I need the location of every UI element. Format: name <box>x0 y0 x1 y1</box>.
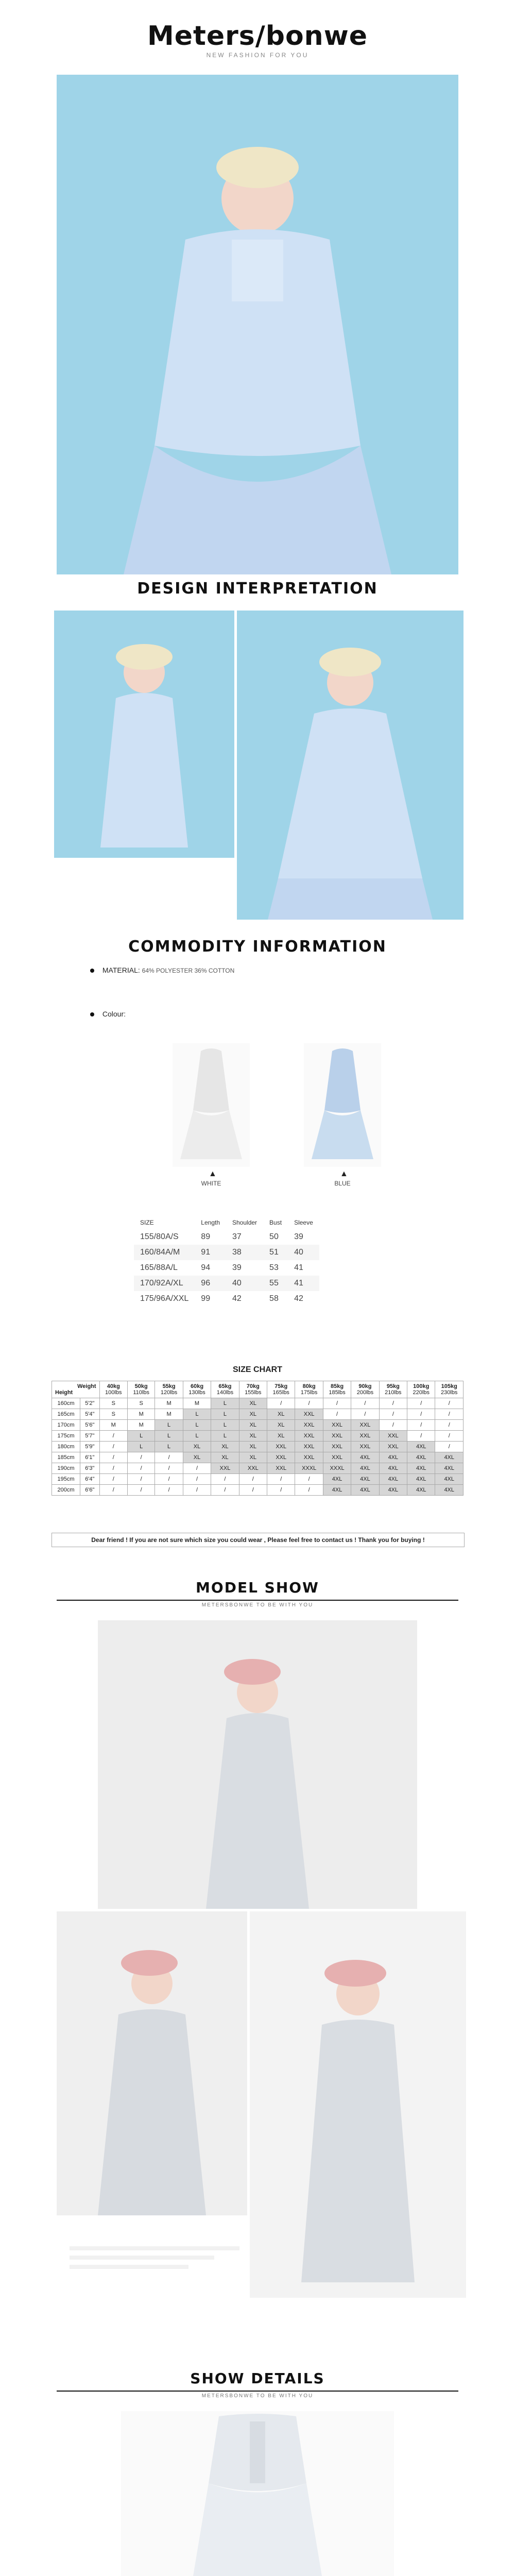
size-table-header: Bust <box>269 1219 282 1226</box>
size-chart-cell: S <box>99 1398 127 1409</box>
size-chart-cell: XL <box>239 1452 267 1463</box>
size-chart-cell: 5'2" <box>80 1398 99 1409</box>
size-chart-cell: 4XL <box>407 1463 435 1474</box>
size-chart-cell: / <box>155 1452 183 1463</box>
size-chart-cell: 180cm <box>52 1442 80 1452</box>
size-chart-cell: 4XL <box>323 1474 351 1485</box>
size-chart-cell: S <box>99 1409 127 1420</box>
size-chart-cell: / <box>183 1463 211 1474</box>
size-chart-cell: XXL <box>351 1420 379 1431</box>
size-chart-cell: / <box>239 1485 267 1496</box>
size-chart-cell: 5'4" <box>80 1409 99 1420</box>
size-chart-cell: 6'6" <box>80 1485 99 1496</box>
size-chart-cell: XXL <box>295 1431 323 1442</box>
size-chart-cell: XL <box>239 1431 267 1442</box>
divider <box>57 2391 458 2392</box>
size-chart-cell: 195cm <box>52 1474 80 1485</box>
size-chart-title: SIZE CHART <box>233 1365 282 1374</box>
size-chart-cell: XXL <box>295 1452 323 1463</box>
bullet-icon <box>90 1012 94 1016</box>
color-label-blue: BLUE <box>334 1180 351 1187</box>
weight-height-corner: Weight Height <box>52 1381 100 1398</box>
size-chart-cell: / <box>379 1398 407 1409</box>
size-chart-cell: 200cm <box>52 1485 80 1496</box>
size-chart-cell: L <box>211 1431 239 1442</box>
size-chart-cell: XL <box>267 1420 295 1431</box>
size-chart-cell: 4XL <box>351 1474 379 1485</box>
size-chart-cell: / <box>267 1474 295 1485</box>
size-chart-cell: 4XL <box>379 1452 407 1463</box>
colour-row <box>90 1010 126 1018</box>
size-chart-cell: XXL <box>323 1442 351 1452</box>
size-chart-cell: / <box>267 1485 295 1496</box>
size-chart-cell: / <box>351 1398 379 1409</box>
weight-header: 80kg 175lbs <box>295 1381 323 1398</box>
triangle-icon: ▲ <box>340 1170 348 1178</box>
size-chart-cell: 6'4" <box>80 1474 99 1485</box>
size-chart-cell: / <box>407 1409 435 1420</box>
model-figure-icon <box>250 1911 466 2298</box>
dress-detail-icon <box>121 2411 394 2576</box>
size-chart-cell: M <box>155 1398 183 1409</box>
size-chart-cell: / <box>295 1485 323 1496</box>
size-table-header: Length <box>201 1219 220 1226</box>
size-chart-cell: XXL <box>295 1409 323 1420</box>
size-chart-row <box>52 1398 464 1409</box>
weight-header: 70kg 155lbs <box>239 1381 267 1398</box>
size-chart-cell: XXL <box>267 1452 295 1463</box>
size-chart-cell: XXL <box>351 1442 379 1452</box>
size-chart-cell: / <box>323 1409 351 1420</box>
size-chart-footer: Dear friend ! If you are not sure which size you could wear , Please feel free to contact us ! Thank you for buying ! <box>52 1533 465 1547</box>
size-table-header: SIZE <box>140 1219 154 1226</box>
weight-header: 90kg 200lbs <box>351 1381 379 1398</box>
size-chart-cell: M <box>183 1398 211 1409</box>
brand-tagline: NEW FASHION FOR YOU <box>206 52 309 59</box>
size-chart-cell: / <box>99 1442 127 1452</box>
size-chart-cell: 4XL <box>351 1485 379 1496</box>
size-chart-cell: 4XL <box>435 1452 464 1463</box>
section-title-model-show: MODEL SHOW <box>196 1579 319 1596</box>
size-chart-row <box>52 1474 464 1485</box>
faint-text-block <box>70 2246 239 2269</box>
size-chart-cell: / <box>127 1452 154 1463</box>
size-chart-cell: / <box>211 1474 239 1485</box>
size-chart-cell: / <box>407 1431 435 1442</box>
size-chart-cell: XXL <box>267 1442 295 1452</box>
size-chart-row <box>52 1442 464 1452</box>
size-table <box>134 1216 319 1307</box>
size-chart-cell: / <box>155 1485 183 1496</box>
size-chart-cell: 4XL <box>407 1452 435 1463</box>
size-chart-cell: XXL <box>323 1420 351 1431</box>
size-chart-cell: / <box>183 1474 211 1485</box>
size-chart-cell: XL <box>211 1442 239 1452</box>
size-chart-cell: 4XL <box>379 1485 407 1496</box>
size-chart-cell: 4XL <box>323 1485 351 1496</box>
table-row: 165/88A/L 94 39 53 41 <box>140 1263 303 1272</box>
size-chart-cell: / <box>435 1420 464 1431</box>
size-chart-cell: / <box>435 1431 464 1442</box>
color-swatch-white[interactable] <box>173 1043 250 1167</box>
size-chart-cell: / <box>99 1485 127 1496</box>
size-chart-cell: 6'3" <box>80 1463 99 1474</box>
size-chart-cell: / <box>407 1398 435 1409</box>
size-chart-cell: 4XL <box>435 1474 464 1485</box>
colour-label: Colour: <box>102 1010 126 1018</box>
size-chart-row <box>52 1409 464 1420</box>
table-row: 160/84A/M 91 38 51 40 <box>134 1245 319 1260</box>
size-chart-cell: 4XL <box>351 1452 379 1463</box>
size-chart-cell: XXL <box>351 1431 379 1442</box>
size-chart-cell: 4XL <box>435 1463 464 1474</box>
size-chart-cell: / <box>351 1409 379 1420</box>
weight-header: 60kg 130lbs <box>183 1381 211 1398</box>
design-image-right <box>237 611 464 920</box>
size-chart-row <box>52 1463 464 1474</box>
size-chart-cell: L <box>183 1431 211 1442</box>
size-chart-cell: L <box>155 1442 183 1452</box>
weight-header: 75kg 165lbs <box>267 1381 295 1398</box>
size-chart-cell: XL <box>267 1409 295 1420</box>
size-chart-cell: 6'1" <box>80 1452 99 1463</box>
weight-header: 105kg 230lbs <box>435 1381 464 1398</box>
weight-header: 100kg 220lbs <box>407 1381 435 1398</box>
divider <box>57 1600 458 1601</box>
weight-header: 55kg 120lbs <box>155 1381 183 1398</box>
design-image-left <box>54 611 234 858</box>
size-chart-cell: / <box>267 1398 295 1409</box>
section-title-commodity: COMMODITY INFORMATION <box>128 938 387 956</box>
size-chart-cell: 5'6" <box>80 1420 99 1431</box>
size-chart-row <box>52 1431 464 1442</box>
size-chart-cell: M <box>127 1420 154 1431</box>
model-figure-icon <box>57 75 458 574</box>
model-figure-icon <box>54 611 234 858</box>
size-chart-cell: / <box>239 1474 267 1485</box>
hero-image <box>57 75 458 574</box>
dress-blue-icon <box>304 1043 381 1167</box>
size-chart-cell: / <box>155 1474 183 1485</box>
model-figure-icon <box>98 1620 417 1909</box>
size-chart-cell: / <box>99 1431 127 1442</box>
material-value: 64% POLYESTER 36% COTTON <box>142 967 235 974</box>
details-image <box>121 2411 394 2576</box>
size-chart-cell: / <box>379 1409 407 1420</box>
size-chart-cell: XXL <box>323 1431 351 1442</box>
model-figure-icon <box>237 611 464 920</box>
size-chart-cell: / <box>435 1442 464 1452</box>
size-chart-cell: XL <box>211 1452 239 1463</box>
size-chart-row <box>52 1420 464 1431</box>
size-chart-cell: L <box>155 1431 183 1442</box>
size-chart-cell: / <box>435 1409 464 1420</box>
size-chart-cell: 4XL <box>379 1463 407 1474</box>
size-chart-cell: XXL <box>211 1463 239 1474</box>
size-chart-cell: XXL <box>295 1420 323 1431</box>
color-label-white: WHITE <box>201 1180 221 1187</box>
size-chart-cell: XXL <box>323 1452 351 1463</box>
weight-header: 50kg 110lbs <box>127 1381 154 1398</box>
section-subtitle-details: METERSBONWE TO BE WITH YOU <box>201 2393 314 2399</box>
size-chart-cell: L <box>211 1409 239 1420</box>
section-subtitle-model: METERSBONWE TO BE WITH YOU <box>201 1602 314 1608</box>
size-chart-cell: L <box>183 1420 211 1431</box>
weight-header: 65kg 140lbs <box>211 1381 239 1398</box>
size-chart-cell: / <box>379 1420 407 1431</box>
size-chart-cell: S <box>127 1398 154 1409</box>
size-chart-cell: XL <box>267 1431 295 1442</box>
size-chart-cell: XL <box>239 1420 267 1431</box>
size-chart-cell: / <box>295 1398 323 1409</box>
size-chart-cell: / <box>99 1463 127 1474</box>
table-row: 175/96A/XXL 99 42 58 42 <box>140 1294 303 1303</box>
table-row: 170/92A/XL 96 40 55 41 <box>134 1276 319 1291</box>
size-chart-cell: XXL <box>295 1442 323 1452</box>
size-chart-cell: 170cm <box>52 1420 80 1431</box>
size-chart-cell: XXL <box>379 1431 407 1442</box>
size-chart-cell: / <box>295 1474 323 1485</box>
size-chart-cell: / <box>435 1398 464 1409</box>
size-chart-cell: 160cm <box>52 1398 80 1409</box>
size-chart-cell: 4XL <box>407 1474 435 1485</box>
size-chart-row <box>52 1452 464 1463</box>
weight-header: 95kg 210lbs <box>379 1381 407 1398</box>
model-image-3 <box>250 1911 466 2298</box>
size-chart-cell: 4XL <box>407 1442 435 1452</box>
size-chart-cell: M <box>155 1409 183 1420</box>
size-chart-cell: L <box>155 1420 183 1431</box>
size-chart-cell: 175cm <box>52 1431 80 1442</box>
section-title-design: DESIGN INTERPRETATION <box>137 580 378 598</box>
weight-header: 85kg 185lbs <box>323 1381 351 1398</box>
size-chart-cell: XXL <box>267 1463 295 1474</box>
size-chart-cell: 4XL <box>379 1474 407 1485</box>
size-chart-cell: / <box>323 1398 351 1409</box>
size-chart-cell: XXXL <box>323 1463 351 1474</box>
model-image-2 <box>57 1911 247 2215</box>
bullet-icon <box>90 969 94 973</box>
brand-logo: Meters/bonwe <box>147 21 368 52</box>
size-chart-cell: 4XL <box>351 1463 379 1474</box>
size-table-header: Shoulder <box>232 1219 258 1226</box>
size-chart-cell: / <box>407 1420 435 1431</box>
size-chart-cell: XL <box>239 1398 267 1409</box>
size-chart-cell: L <box>183 1409 211 1420</box>
size-chart-cell: 190cm <box>52 1463 80 1474</box>
triangle-icon: ▲ <box>209 1170 217 1178</box>
size-chart-cell: / <box>211 1485 239 1496</box>
size-chart-cell: XXL <box>239 1463 267 1474</box>
size-chart-cell: 4XL <box>407 1485 435 1496</box>
size-chart-cell: / <box>127 1463 154 1474</box>
size-chart-table <box>52 1381 464 1496</box>
size-chart-cell: 165cm <box>52 1409 80 1420</box>
size-chart-cell: / <box>127 1474 154 1485</box>
dress-white-icon <box>173 1043 250 1167</box>
size-chart-cell: / <box>183 1485 211 1496</box>
model-figure-icon <box>57 1911 247 2215</box>
size-chart-cell: XL <box>183 1442 211 1452</box>
size-chart-cell: XL <box>239 1442 267 1452</box>
size-table-header: Sleeve <box>294 1219 313 1226</box>
size-chart-cell: L <box>211 1420 239 1431</box>
material-row <box>90 966 234 974</box>
model-image-1 <box>98 1620 417 1909</box>
size-chart-cell: L <box>127 1431 154 1442</box>
color-swatch-blue[interactable] <box>304 1043 381 1167</box>
size-chart-row <box>52 1485 464 1496</box>
size-chart-cell: / <box>99 1452 127 1463</box>
size-chart-cell: / <box>155 1463 183 1474</box>
table-row: 155/80A/S 89 37 50 39 <box>140 1232 303 1241</box>
size-chart-cell: / <box>127 1485 154 1496</box>
size-chart-cell: 185cm <box>52 1452 80 1463</box>
size-chart-cell: L <box>127 1442 154 1452</box>
size-chart-cell: / <box>99 1474 127 1485</box>
size-chart-cell: 5'9" <box>80 1442 99 1452</box>
material-label: MATERIAL: <box>102 966 140 974</box>
size-chart-cell: XL <box>239 1409 267 1420</box>
size-chart-cell: XXXL <box>295 1463 323 1474</box>
size-chart-cell: 5'7" <box>80 1431 99 1442</box>
size-chart-cell: M <box>127 1409 154 1420</box>
weight-header: 40kg 100lbs <box>99 1381 127 1398</box>
size-chart-cell: M <box>99 1420 127 1431</box>
section-title-show-details: SHOW DETAILS <box>190 2370 325 2387</box>
size-chart-cell: XL <box>183 1452 211 1463</box>
size-chart-cell: L <box>211 1398 239 1409</box>
size-chart-cell: XXL <box>379 1442 407 1452</box>
size-chart-cell: 4XL <box>435 1485 464 1496</box>
